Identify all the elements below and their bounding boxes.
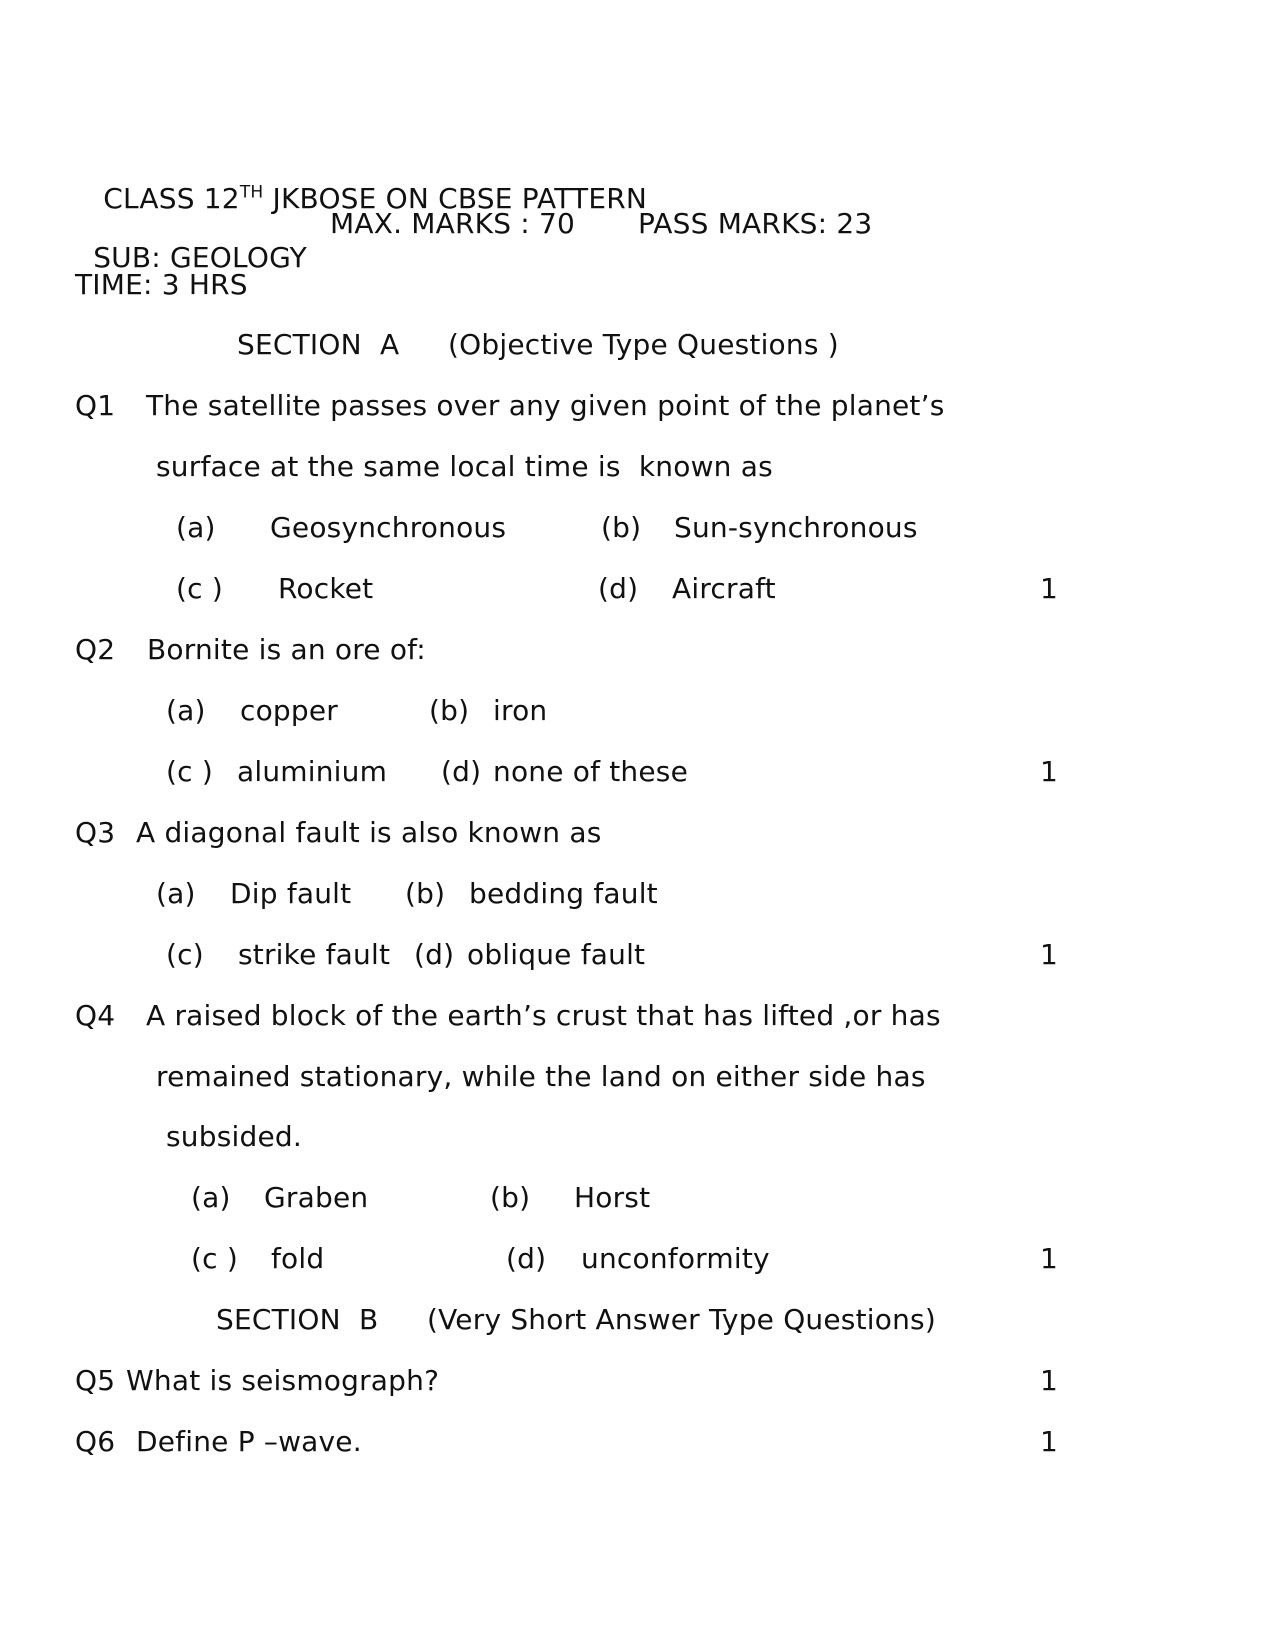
q2-option-d: none of these	[493, 755, 689, 788]
section-a-title: (Objective Type Questions )	[448, 328, 839, 361]
section-a-label: SECTION A	[237, 328, 400, 361]
q4-option-d-label: (d)	[506, 1242, 547, 1275]
q1-option-d-label: (d)	[598, 572, 639, 605]
q1-option-b: Sun-synchronous	[674, 511, 918, 544]
q5-text: What is seismograph?	[126, 1364, 440, 1397]
q3-marks: 1	[1040, 938, 1058, 971]
q1-option-a-label: (a)	[176, 511, 216, 544]
q2-number: Q2	[75, 633, 116, 666]
q5-number: Q5	[75, 1364, 116, 1397]
q1-marks: 1	[1040, 572, 1058, 605]
q3-option-a: Dip fault	[230, 877, 352, 910]
q3-option-c: strike fault	[238, 938, 391, 971]
q3-number: Q3	[75, 816, 116, 849]
subject-line	[75, 207, 307, 275]
q3-option-d: oblique fault	[467, 938, 646, 971]
q4-option-c-label: (c )	[191, 1242, 238, 1275]
q6-number: Q6	[75, 1425, 116, 1458]
q2-option-c-label: (c )	[166, 755, 213, 788]
q6-marks: 1	[1040, 1425, 1058, 1458]
q1-option-c: Rocket	[278, 572, 374, 605]
q1-option-a: Geosynchronous	[270, 511, 507, 544]
q1-option-c-label: (c )	[176, 572, 223, 605]
q2-option-b: iron	[493, 694, 548, 727]
q4-text-line2: remained stationary, while the land on either side has	[156, 1060, 926, 1093]
q4-option-b-label: (b)	[490, 1181, 531, 1214]
q1-text-line1: The satellite passes over any given point of the planet’s	[146, 389, 945, 422]
q3-option-b: bedding fault	[469, 877, 658, 910]
q4-option-a-label: (a)	[191, 1181, 231, 1214]
q3-option-d-label: (d)	[414, 938, 455, 971]
q1-option-d: Aircraft	[672, 572, 776, 605]
q4-text-line3: subsided.	[166, 1120, 302, 1153]
q2-option-a: copper	[240, 694, 339, 727]
q2-option-a-label: (a)	[166, 694, 206, 727]
q2-option-d-label: (d)	[441, 755, 482, 788]
max-marks: MAX. MARKS : 70	[330, 207, 576, 240]
q2-option-b-label: (b)	[429, 694, 470, 727]
q4-number: Q4	[75, 999, 116, 1032]
q3-option-a-label: (a)	[156, 877, 196, 910]
class-heading	[85, 148, 647, 216]
q5-marks: 1	[1040, 1364, 1058, 1397]
time-line: TIME: 3 HRS	[75, 268, 248, 301]
pass-marks: PASS MARKS: 23	[638, 207, 873, 240]
q6-text: Define P –wave.	[136, 1425, 362, 1458]
q4-marks: 1	[1040, 1242, 1058, 1275]
q3-text: A diagonal fault is also known as	[136, 816, 602, 849]
q3-option-b-label: (b)	[405, 877, 446, 910]
class-prefix: CLASS 12	[103, 182, 240, 215]
q4-text-line1: A raised block of the earth’s crust that has lifted ,or has	[146, 999, 941, 1032]
q4-option-b: Horst	[574, 1181, 651, 1214]
q1-number: Q1	[75, 389, 116, 422]
q2-option-c: aluminium	[237, 755, 388, 788]
q1-text-line2: surface at the same local time is known as	[156, 450, 773, 483]
q3-option-c-label: (c)	[166, 938, 204, 971]
class-suffix: JKBOSE ON CBSE PATTERN	[263, 182, 648, 215]
section-b-title: (Very Short Answer Type Questions)	[427, 1303, 936, 1336]
q1-option-b-label: (b)	[601, 511, 642, 544]
subject: SUB: GEOLOGY	[93, 241, 307, 274]
q4-option-c: fold	[271, 1242, 325, 1275]
q2-marks: 1	[1040, 755, 1058, 788]
q4-option-d: unconformity	[581, 1242, 770, 1275]
q2-text: Bornite is an ore of:	[147, 633, 426, 666]
q4-option-a: Graben	[264, 1181, 369, 1214]
class-superscript: TH	[239, 182, 264, 203]
section-b-label: SECTION B	[216, 1303, 379, 1336]
